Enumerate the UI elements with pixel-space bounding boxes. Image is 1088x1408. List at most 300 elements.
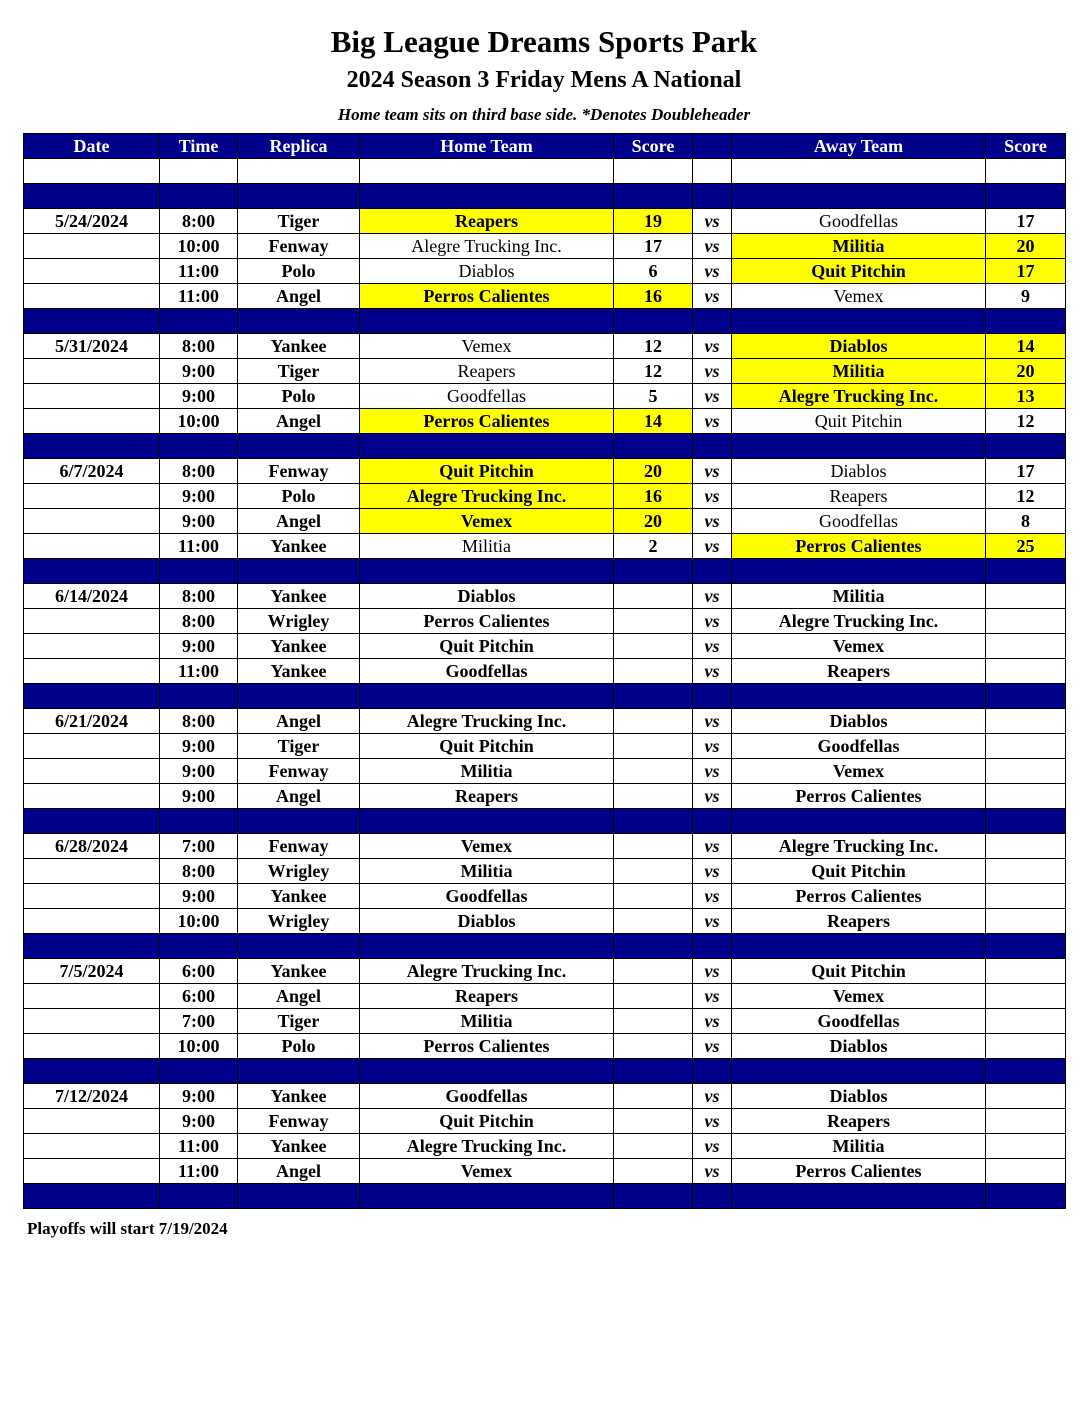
away-score: 17 [986, 459, 1066, 484]
game-time: 9:00 [160, 509, 238, 534]
game-date [24, 759, 160, 784]
game-date [24, 1034, 160, 1059]
away-team: Perros Calientes [732, 1159, 986, 1184]
game-time: 11:00 [160, 1134, 238, 1159]
away-team: Diablos [732, 709, 986, 734]
away-score [986, 734, 1066, 759]
home-team: Goodfellas [360, 1084, 614, 1109]
away-score: 12 [986, 409, 1066, 434]
home-team: Vemex [360, 334, 614, 359]
away-team: Goodfellas [732, 1009, 986, 1034]
home-score [614, 709, 693, 734]
away-team: Quit Pitchin [732, 859, 986, 884]
vs-label: vs [693, 234, 732, 259]
game-date [24, 259, 160, 284]
game-date [24, 284, 160, 309]
game-row [24, 334, 1066, 359]
game-date [24, 784, 160, 809]
away-score: 25 [986, 534, 1066, 559]
game-date [24, 1159, 160, 1184]
game-replica: Angel [238, 509, 360, 534]
week-separator [24, 309, 1066, 334]
col-header-vs [693, 134, 732, 159]
vs-label: vs [693, 1134, 732, 1159]
game-row [24, 384, 1066, 409]
game-replica: Fenway [238, 759, 360, 784]
game-row [24, 1084, 1066, 1109]
game-row [24, 259, 1066, 284]
week-separator [24, 1184, 1066, 1209]
game-time: 8:00 [160, 209, 238, 234]
away-team: Quit Pitchin [732, 409, 986, 434]
game-row [24, 1134, 1066, 1159]
away-team: Goodfellas [732, 734, 986, 759]
away-score: 8 [986, 509, 1066, 534]
away-score [986, 784, 1066, 809]
vs-label: vs [693, 984, 732, 1009]
game-time: 8:00 [160, 859, 238, 884]
game-row [24, 234, 1066, 259]
vs-label: vs [693, 584, 732, 609]
away-score [986, 659, 1066, 684]
vs-label: vs [693, 534, 732, 559]
away-team: Diablos [732, 334, 986, 359]
game-date: 6/14/2024 [24, 584, 160, 609]
home-team: Militia [360, 1009, 614, 1034]
home-team: Quit Pitchin [360, 634, 614, 659]
week-separator [24, 434, 1066, 459]
away-score [986, 1034, 1066, 1059]
home-score [614, 884, 693, 909]
away-team: Diablos [732, 1034, 986, 1059]
home-score [614, 659, 693, 684]
home-score: 5 [614, 384, 693, 409]
home-team: Alegre Trucking Inc. [360, 959, 614, 984]
game-row [24, 584, 1066, 609]
col-header-away-score: Score [986, 134, 1066, 159]
away-score: 20 [986, 234, 1066, 259]
game-time: 7:00 [160, 834, 238, 859]
page-title: Big League Dreams Sports Park [330, 24, 758, 59]
away-score [986, 959, 1066, 984]
away-score [986, 1159, 1066, 1184]
game-replica: Angel [238, 784, 360, 809]
game-replica: Yankee [238, 959, 360, 984]
game-replica: Polo [238, 384, 360, 409]
away-score [986, 834, 1066, 859]
away-team: Alegre Trucking Inc. [732, 384, 986, 409]
home-score [614, 984, 693, 1009]
home-score: 17 [614, 234, 693, 259]
vs-label: vs [693, 659, 732, 684]
game-time: 9:00 [160, 359, 238, 384]
game-time: 9:00 [160, 1109, 238, 1134]
away-team: Vemex [732, 984, 986, 1009]
game-row [24, 359, 1066, 384]
vs-label: vs [693, 884, 732, 909]
game-row [24, 709, 1066, 734]
week-separator [24, 684, 1066, 709]
away-team: Perros Calientes [732, 884, 986, 909]
away-team: Alegre Trucking Inc. [732, 834, 986, 859]
col-header-date: Date [24, 134, 160, 159]
home-score [614, 1084, 693, 1109]
home-score [614, 959, 693, 984]
away-score [986, 709, 1066, 734]
game-date: 7/5/2024 [24, 959, 160, 984]
home-team: Militia [360, 859, 614, 884]
away-score: 13 [986, 384, 1066, 409]
game-date [24, 234, 160, 259]
game-replica: Fenway [238, 1109, 360, 1134]
home-score: 19 [614, 209, 693, 234]
vs-label: vs [693, 609, 732, 634]
away-score [986, 884, 1066, 909]
away-team: Goodfellas [732, 509, 986, 534]
game-row [24, 834, 1066, 859]
home-team: Reapers [360, 784, 614, 809]
game-replica: Fenway [238, 234, 360, 259]
home-score [614, 909, 693, 934]
game-time: 7:00 [160, 1009, 238, 1034]
game-row [24, 209, 1066, 234]
game-row [24, 409, 1066, 434]
vs-label: vs [693, 484, 732, 509]
home-score: 14 [614, 409, 693, 434]
game-date [24, 984, 160, 1009]
away-score [986, 1134, 1066, 1159]
vs-label: vs [693, 1084, 732, 1109]
away-score [986, 984, 1066, 1009]
game-time: 9:00 [160, 484, 238, 509]
week-separator [24, 184, 1066, 209]
home-score [614, 584, 693, 609]
game-date [24, 1109, 160, 1134]
vs-label: vs [693, 509, 732, 534]
game-time: 10:00 [160, 909, 238, 934]
week-separator [24, 559, 1066, 584]
game-date [24, 609, 160, 634]
schedule-body [24, 159, 1066, 1209]
game-time: 9:00 [160, 784, 238, 809]
game-row [24, 734, 1066, 759]
vs-label: vs [693, 859, 732, 884]
home-score [614, 1034, 693, 1059]
away-score: 12 [986, 484, 1066, 509]
game-date [24, 509, 160, 534]
game-replica: Polo [238, 484, 360, 509]
game-time: 8:00 [160, 709, 238, 734]
game-replica: Angel [238, 284, 360, 309]
game-replica: Tiger [238, 1009, 360, 1034]
away-score: 20 [986, 359, 1066, 384]
away-score [986, 584, 1066, 609]
home-team: Vemex [360, 509, 614, 534]
vs-label: vs [693, 384, 732, 409]
game-date: 6/21/2024 [24, 709, 160, 734]
away-score [986, 909, 1066, 934]
away-score: 9 [986, 284, 1066, 309]
vs-label: vs [693, 1009, 732, 1034]
game-date [24, 409, 160, 434]
game-date [24, 384, 160, 409]
game-date [24, 634, 160, 659]
playoffs-note: Playoffs will start 7/19/2024 [27, 1219, 228, 1238]
home-team: Alegre Trucking Inc. [360, 234, 614, 259]
away-team: Vemex [732, 284, 986, 309]
game-replica: Yankee [238, 634, 360, 659]
game-time: 8:00 [160, 334, 238, 359]
game-row [24, 1109, 1066, 1134]
game-date [24, 909, 160, 934]
game-date [24, 359, 160, 384]
game-time: 11:00 [160, 259, 238, 284]
home-team: Militia [360, 534, 614, 559]
away-team: Reapers [732, 909, 986, 934]
col-header-home-score: Score [614, 134, 693, 159]
away-team: Diablos [732, 459, 986, 484]
game-row [24, 659, 1066, 684]
home-team: Alegre Trucking Inc. [360, 484, 614, 509]
vs-label: vs [693, 784, 732, 809]
game-date: 5/24/2024 [24, 209, 160, 234]
game-time: 9:00 [160, 1084, 238, 1109]
home-score: 16 [614, 284, 693, 309]
game-replica: Angel [238, 1159, 360, 1184]
home-team: Perros Calientes [360, 409, 614, 434]
game-time: 10:00 [160, 409, 238, 434]
game-replica: Yankee [238, 1134, 360, 1159]
home-team: Alegre Trucking Inc. [360, 709, 614, 734]
game-time: 11:00 [160, 284, 238, 309]
season-subtitle: 2024 Season 3 Friday Mens A National [346, 67, 742, 93]
home-team: Reapers [360, 984, 614, 1009]
away-team: Reapers [732, 1109, 986, 1134]
game-replica: Angel [238, 409, 360, 434]
game-replica: Yankee [238, 534, 360, 559]
home-score: 20 [614, 459, 693, 484]
away-team: Diablos [732, 1084, 986, 1109]
game-row [24, 484, 1066, 509]
game-row [24, 859, 1066, 884]
away-score: 14 [986, 334, 1066, 359]
home-team: Alegre Trucking Inc. [360, 1134, 614, 1159]
home-team: Quit Pitchin [360, 734, 614, 759]
vs-label: vs [693, 759, 732, 784]
home-team: Goodfellas [360, 884, 614, 909]
vs-label: vs [693, 1109, 732, 1134]
game-time: 8:00 [160, 584, 238, 609]
game-time: 9:00 [160, 634, 238, 659]
away-team: Militia [732, 234, 986, 259]
game-time: 9:00 [160, 734, 238, 759]
home-score [614, 634, 693, 659]
home-team: Vemex [360, 1159, 614, 1184]
col-header-time: Time [160, 134, 238, 159]
game-replica: Fenway [238, 459, 360, 484]
home-score: 12 [614, 334, 693, 359]
game-replica: Fenway [238, 834, 360, 859]
game-replica: Wrigley [238, 609, 360, 634]
game-time: 11:00 [160, 1159, 238, 1184]
game-row [24, 959, 1066, 984]
home-team: Diablos [360, 584, 614, 609]
vs-label: vs [693, 909, 732, 934]
blank-row [24, 159, 1066, 184]
away-team: Perros Calientes [732, 784, 986, 809]
vs-label: vs [693, 259, 732, 284]
game-date: 6/28/2024 [24, 834, 160, 859]
game-replica: Yankee [238, 659, 360, 684]
away-team: Militia [732, 359, 986, 384]
home-score [614, 1009, 693, 1034]
home-team: Quit Pitchin [360, 459, 614, 484]
game-replica: Angel [238, 709, 360, 734]
home-team: Militia [360, 759, 614, 784]
game-time: 9:00 [160, 884, 238, 909]
game-time: 11:00 [160, 659, 238, 684]
game-replica: Tiger [238, 734, 360, 759]
away-score [986, 609, 1066, 634]
away-team: Goodfellas [732, 209, 986, 234]
game-row [24, 509, 1066, 534]
home-team: Reapers [360, 209, 614, 234]
home-score: 6 [614, 259, 693, 284]
home-team: Perros Calientes [360, 284, 614, 309]
away-score [986, 1009, 1066, 1034]
vs-label: vs [693, 334, 732, 359]
home-score [614, 1159, 693, 1184]
game-date [24, 734, 160, 759]
home-score [614, 759, 693, 784]
away-score [986, 634, 1066, 659]
table-header-row [24, 134, 1066, 159]
away-team: Quit Pitchin [732, 259, 986, 284]
game-time: 9:00 [160, 384, 238, 409]
game-time: 8:00 [160, 459, 238, 484]
game-date [24, 484, 160, 509]
game-replica: Yankee [238, 334, 360, 359]
away-team: Vemex [732, 759, 986, 784]
game-date: 5/31/2024 [24, 334, 160, 359]
home-team: Vemex [360, 834, 614, 859]
game-row [24, 1159, 1066, 1184]
game-date: 7/12/2024 [24, 1084, 160, 1109]
game-date [24, 534, 160, 559]
away-team: Militia [732, 584, 986, 609]
home-score [614, 734, 693, 759]
home-team: Goodfellas [360, 659, 614, 684]
game-row [24, 884, 1066, 909]
game-row [24, 534, 1066, 559]
game-date [24, 859, 160, 884]
game-date [24, 1009, 160, 1034]
game-row [24, 984, 1066, 1009]
game-time: 10:00 [160, 234, 238, 259]
game-time: 8:00 [160, 609, 238, 634]
home-team: Reapers [360, 359, 614, 384]
vs-label: vs [693, 209, 732, 234]
vs-label: vs [693, 284, 732, 309]
home-score [614, 1109, 693, 1134]
game-row [24, 1009, 1066, 1034]
home-team: Goodfellas [360, 384, 614, 409]
game-replica: Yankee [238, 1084, 360, 1109]
vs-label: vs [693, 1159, 732, 1184]
home-score [614, 834, 693, 859]
away-score [986, 759, 1066, 784]
home-score: 12 [614, 359, 693, 384]
away-score: 17 [986, 259, 1066, 284]
away-team: Militia [732, 1134, 986, 1159]
vs-label: vs [693, 359, 732, 384]
game-time: 6:00 [160, 959, 238, 984]
week-separator [24, 809, 1066, 834]
vs-label: vs [693, 709, 732, 734]
away-score [986, 859, 1066, 884]
vs-label: vs [693, 959, 732, 984]
vs-label: vs [693, 1034, 732, 1059]
away-team: Quit Pitchin [732, 959, 986, 984]
home-score [614, 784, 693, 809]
vs-label: vs [693, 409, 732, 434]
game-row [24, 759, 1066, 784]
game-replica: Yankee [238, 584, 360, 609]
vs-label: vs [693, 634, 732, 659]
schedule-note: Home team sits on third base side. *Denotes Doubleheader [337, 105, 751, 124]
away-score: 17 [986, 209, 1066, 234]
game-row [24, 784, 1066, 809]
home-score [614, 859, 693, 884]
vs-label: vs [693, 734, 732, 759]
game-replica: Wrigley [238, 909, 360, 934]
col-header-replica: Replica [238, 134, 360, 159]
home-team: Diablos [360, 259, 614, 284]
week-separator [24, 934, 1066, 959]
game-replica: Polo [238, 1034, 360, 1059]
home-score: 2 [614, 534, 693, 559]
game-row [24, 1034, 1066, 1059]
game-time: 10:00 [160, 1034, 238, 1059]
game-time: 11:00 [160, 534, 238, 559]
game-date [24, 659, 160, 684]
game-replica: Tiger [238, 359, 360, 384]
game-replica: Polo [238, 259, 360, 284]
game-row [24, 909, 1066, 934]
game-time: 6:00 [160, 984, 238, 1009]
game-date: 6/7/2024 [24, 459, 160, 484]
away-team: Alegre Trucking Inc. [732, 609, 986, 634]
home-score: 20 [614, 509, 693, 534]
away-team: Perros Calientes [732, 534, 986, 559]
vs-label: vs [693, 834, 732, 859]
game-replica: Tiger [238, 209, 360, 234]
game-row [24, 634, 1066, 659]
game-time: 9:00 [160, 759, 238, 784]
away-team: Reapers [732, 484, 986, 509]
col-header-away-team: Away Team [732, 134, 986, 159]
home-score [614, 609, 693, 634]
game-replica: Yankee [238, 884, 360, 909]
away-team: Reapers [732, 659, 986, 684]
game-date [24, 1134, 160, 1159]
col-header-home-team: Home Team [360, 134, 614, 159]
game-row [24, 284, 1066, 309]
home-team: Perros Calientes [360, 1034, 614, 1059]
away-score [986, 1084, 1066, 1109]
game-row [24, 459, 1066, 484]
schedule-table [23, 133, 1066, 1209]
